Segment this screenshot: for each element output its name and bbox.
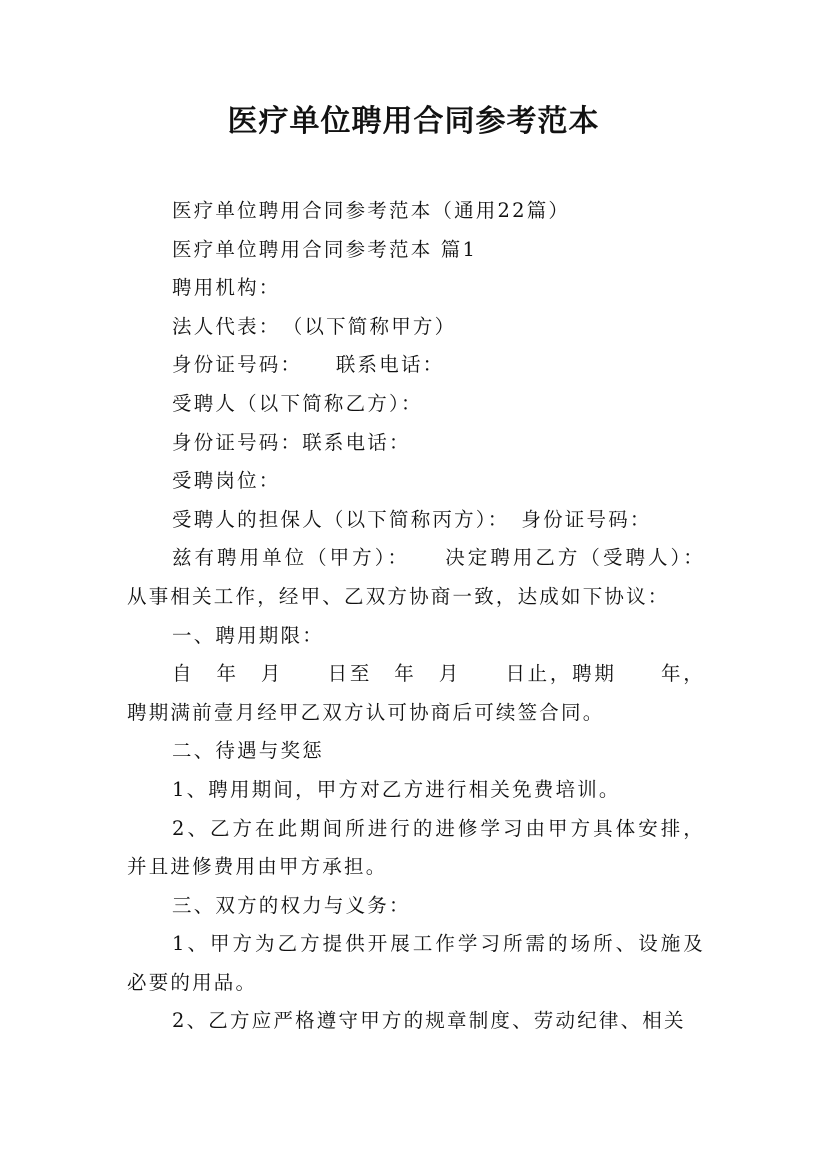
paragraph: 1、甲方为乙方提供开展工作学习所需的场所、设施及必要的用品。 bbox=[127, 932, 705, 994]
paragraph: 2、乙方在此期间所进行的进修学习由甲方具体安排，并且进修费用由甲方承担。 bbox=[127, 816, 705, 879]
paragraph: 二、待遇与奖惩 bbox=[172, 739, 324, 763]
paragraph: 2、乙方应严格遵守甲方的规章制度、劳动纪律、相关 bbox=[172, 1009, 686, 1033]
paragraph: 医疗单位聘用合同参考范本 篇1 bbox=[172, 237, 478, 261]
document-title: 医疗单位聘用合同参考范本 bbox=[227, 104, 600, 139]
paragraph: 一、聘用期限： bbox=[172, 623, 324, 647]
paragraph: 身份证号码：联系电话： bbox=[172, 430, 411, 454]
paragraph: 自 年 月 日至 年 月 日止，聘期 年，聘期满前壹月经甲乙双方认可协商后可续签合同。 bbox=[127, 662, 705, 724]
paragraph: 受聘人的担保人（以下简称丙方）： 身份证号码： bbox=[172, 507, 652, 531]
paragraph: 受聘岗位： bbox=[172, 469, 281, 493]
paragraph: 身份证号码： 联系电话： bbox=[172, 353, 445, 377]
paragraph: 兹有聘用单位（甲方）： 决定聘用乙方（受聘人）：从事相关工作，经甲、乙双方协商一致，达成如下协议： bbox=[127, 546, 705, 608]
paragraph: 受聘人（以下简称乙方）： bbox=[172, 391, 423, 415]
document-body bbox=[127, 192, 705, 1041]
paragraph: 1、聘用期间，甲方对乙方进行相关免费培训。 bbox=[172, 777, 621, 801]
paragraph: 法人代表： （以下简称甲方） bbox=[172, 314, 457, 338]
paragraph: 聘用机构： bbox=[172, 276, 281, 300]
paragraph: 三、双方的权力与义务： bbox=[172, 893, 411, 917]
paragraph: 医疗单位聘用合同参考范本（通用22篇） bbox=[172, 199, 571, 222]
